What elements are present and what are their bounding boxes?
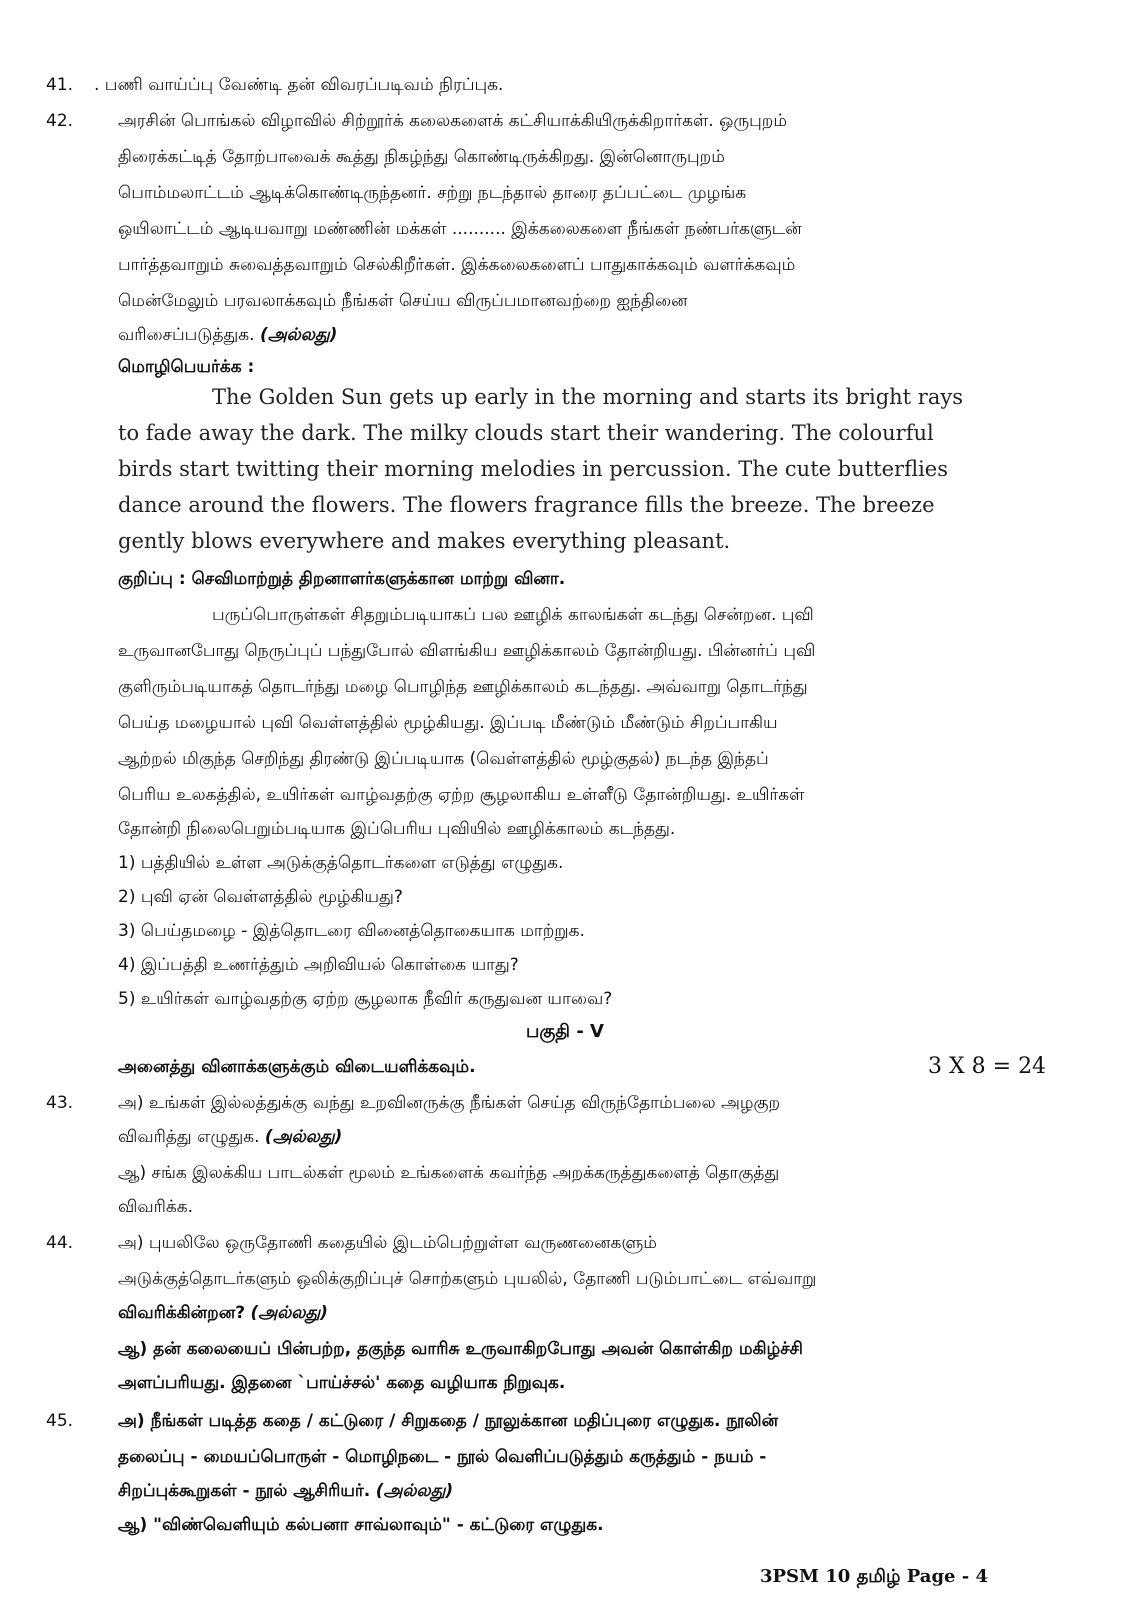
translate-heading: மொழிபெயர்க்க : <box>118 357 255 377</box>
question-text: ஆ) சங்க இலக்கிய பாடல்கள் மூலம் உங்களைக் கவர்ந்த அறக்கருத்துகளைத் தொகுத்து <box>118 1163 780 1183</box>
question-number: 42. <box>46 111 74 131</box>
page-footer: 3PSM 10 தமிழ் Page - 4 <box>760 1566 989 1587</box>
english-passage-line: gently blows everywhere and makes everything pleasant. <box>118 529 731 553</box>
or-label: (அல்லது) <box>259 325 338 345</box>
question-text: தலைப்பு - மையப்பொருள் - மொழிநடை - நூல் வெளிப்படுத்தும் கருத்தும் - நயம் - <box>118 1447 767 1467</box>
english-passage-line: birds start twitting their morning melodies in percussion. The cute butterflies <box>118 457 948 481</box>
english-passage-line: to fade away the dark. The milky clouds start their wandering. The colourful <box>118 421 934 445</box>
section-marks: 3 X 8 = 24 <box>928 1054 1047 1079</box>
question-text: பார்த்தவாறும் சுவைத்தவாறும் செல்கிறீர்கள். இக்கலைகளைப் பாதுகாக்கவும் வளர்க்கவும் <box>118 255 796 275</box>
question-number: 44. <box>46 1233 74 1253</box>
or-label: (அல்லது) <box>375 1481 454 1501</box>
section-instruction: அனைத்து வினாக்களுக்கும் விடையளிக்கவும். <box>118 1057 476 1077</box>
passage-line: குளிரும்படியாகத் தொடர்ந்து மழை பொழிந்த ஊழிக்காலம் கடந்தது. அவ்வாறு தொடர்ந்து <box>118 677 808 697</box>
question-text: அ) உங்கள் இல்லத்துக்கு வந்து உறவினருக்கு நீங்கள் செய்த விருந்தோம்பலை அழகுற <box>118 1093 781 1113</box>
passage-line: பருப்பொருள்கள் சிதறும்படியாகப் பல ஊழிக் காலங்கள் கடந்து சென்றன. புவி <box>212 605 814 625</box>
question-text <box>118 324 337 346</box>
question-text: அ) நீங்கள் படித்த கதை / கட்டுரை / சிறுகதை / நூலுக்கான மதிப்புரை எழுதுக. நூலின் <box>118 1411 779 1431</box>
or-label: (அல்லது) <box>250 1303 328 1323</box>
sub-question: 2) புவி ஏன் வெள்ளத்தில் மூழ்கியது? <box>118 887 403 907</box>
question-text: விவரிக்க. <box>118 1197 193 1217</box>
or-label: (அல்லது) <box>264 1127 343 1147</box>
question-text: அடுக்குத்தொடர்களும் ஒலிக்குறிப்புச் சொற்களும் புயலில், தோணி படும்பாட்டை எவ்வாறு <box>118 1269 817 1289</box>
passage-line: உருவானபோது நெருப்புப் பந்துபோல் விளங்கிய ஊழிக்காலம் தோன்றியது. பின்னர்ப் புவி <box>118 641 816 661</box>
sub-question: 1) பத்தியில் உள்ள அடுக்குத்தொடர்களை எடுத்து எழுதுக. <box>118 853 564 873</box>
passage-line: பெரிய உலகத்தில், உயிர்கள் வாழ்வதற்கு ஏற்ற சூழலாகிய உள்ளீடு தோன்றியது. உயிர்கள் <box>118 785 805 805</box>
passage-line: ஆற்றல் மிகுந்த செறிந்து திரண்டு இப்படியாக (வெள்ளத்தில் மூழ்குதல்) நடந்த இந்தப் <box>118 749 769 769</box>
question-text: அளப்பரியது. இதனை `பாய்ச்சல்' கதை வழியாக நிறுவுக. <box>118 1373 566 1393</box>
question-text <box>118 1126 342 1148</box>
question-text: பொம்மலாட்டம் ஆடிக்கொண்டிருந்தனர். சற்று நடந்தால் தாரை தப்பட்டை முழங்க <box>118 183 747 203</box>
question-text: அ) புயலிலே ஒருதோணி கதையில் இடம்பெற்றுள்ள வருணனைகளும் <box>118 1233 657 1253</box>
question-text: . பணி வாய்ப்பு வேண்டி தன் விவரப்படிவம் நிரப்புக. <box>94 75 504 95</box>
question-number: 41. <box>46 75 74 95</box>
question-text-end: விவரித்து எழுதுக. <box>118 1127 260 1147</box>
section-title: பகுதி - V <box>526 1021 604 1042</box>
sub-question: 4) இப்பத்தி உணர்த்தும் அறிவியல் கொள்கை யாது? <box>118 955 519 975</box>
english-passage-line: The Golden Sun gets up early in the morning and starts its bright rays <box>212 385 963 409</box>
passage-line: தோன்றி நிலைபெறும்படியாக இப்பெரிய புவியில் ஊழிக்காலம் கடந்தது. <box>118 819 676 839</box>
question-text-end: சிறப்புக்கூறுகள் - நூல் ஆசிரியர். <box>118 1481 371 1501</box>
question-number: 45. <box>46 1411 74 1431</box>
note-heading: குறிப்பு : செவிமாற்றுத் திறனாளர்களுக்கான மாற்று வினா. <box>118 569 566 589</box>
question-text: ஆ) "விண்வெளியும் கல்பனா சாவ்லாவும்" - கட்டுரை எழுதுக. <box>118 1515 604 1535</box>
question-text-end: விவரிக்கின்றன? <box>118 1303 246 1323</box>
question-text: மென்மேலும் பரவலாக்கவும் நீங்கள் செய்ய விருப்பமானவற்றை ஐந்தினை <box>118 291 688 311</box>
question-text <box>118 1302 328 1324</box>
question-text: ஆ) தன் கலையைப் பின்பற்ற, தகுந்த வாரிசு உருவாகிறபோது அவன் கொள்கிற மகிழ்ச்சி <box>118 1339 803 1359</box>
question-text: ஒயிலாட்டம் ஆடியவாறு மண்ணின் மக்கள் .......... இக்கலைகளை நீங்கள் நண்பர்களுடன் <box>118 219 802 239</box>
question-text-end: வரிசைப்படுத்துக. <box>118 325 255 345</box>
question-text: அரசின் பொங்கல் விழாவில் சிற்றூர்க் கலைகளைக் கட்சியாக்கியிருக்கிறார்கள். ஒருபுறம் <box>118 111 788 131</box>
question-number: 43. <box>46 1093 74 1113</box>
english-passage-line: dance around the flowers. The flowers fragrance fills the breeze. The breeze <box>118 493 935 517</box>
question-text <box>118 1480 453 1502</box>
passage-line: பெய்த மழையால் புவி வெள்ளத்தில் மூழ்கியது. இப்படி மீண்டும் மீண்டும் சிறப்பாகிய <box>118 713 778 733</box>
sub-question: 3) பெய்தமழை - இத்தொடரை வினைத்தொகையாக மாற்றுக. <box>118 921 585 941</box>
sub-question: 5) உயிர்கள் வாழ்வதற்கு ஏற்ற சூழலாக நீவிர் கருதுவன யாவை? <box>118 989 613 1009</box>
question-text: திரைக்கட்டித் தோற்பாவைக் கூத்து நிகழ்ந்து கொண்டிருக்கிறது. இன்னொருபுறம் <box>118 147 725 167</box>
